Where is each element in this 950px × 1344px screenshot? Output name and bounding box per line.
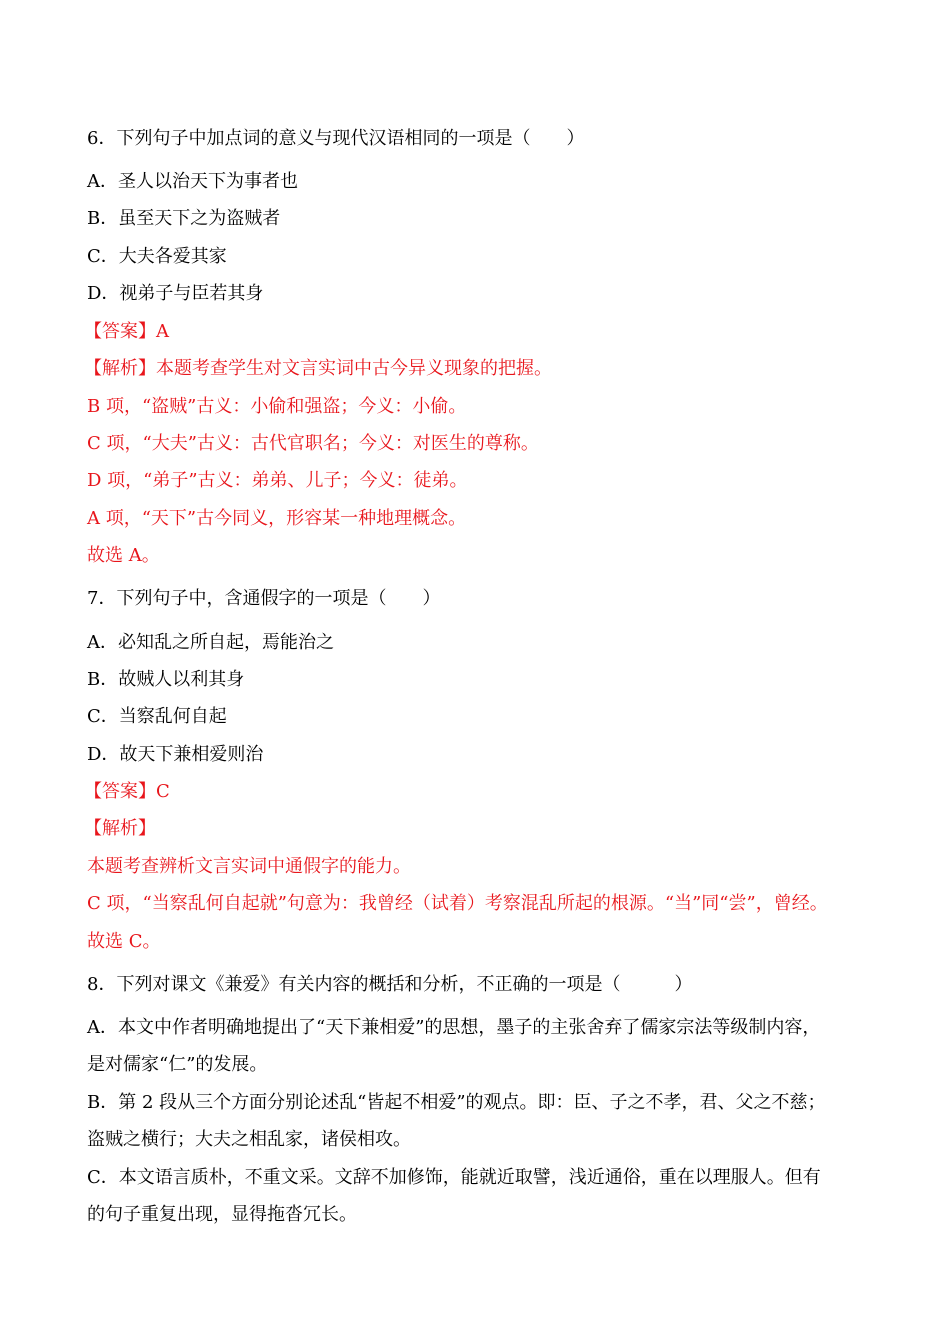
question-8-stem: 8．下列对课文《兼爱》有关内容的概括和分析，不正确的一项是（ ） — [87, 974, 693, 995]
question-8-option-b: B．第 2 段从三个方面分别论述乱“皆起不相爱”的观点。即：臣、子之不孝，君、父之不慈； — [87, 1092, 826, 1113]
question-6-option-d: D．视弟子与臣若其身 — [87, 283, 264, 304]
question-8-option-b-cont: 盗贼之横行；大夫之相乱家，诸侯相攻。 — [87, 1129, 411, 1150]
question-7-option-c: C．当察乱何自起 — [87, 706, 227, 727]
question-6-stem: 6．下列句子中加点词的意义与现代汉语相同的一项是（ ） — [87, 128, 585, 149]
question-7-analysis-line: 故选 C。 — [87, 931, 161, 952]
question-6-analysis-line: B 项，“盗贼”古义：小偷和强盗；今义：小偷。 — [87, 396, 467, 417]
question-7-analysis-header: 【解析】 — [84, 818, 156, 839]
question-6-option-a: A．圣人以治天下为事者也 — [87, 171, 298, 192]
question-7-analysis-line: C 项，“当察乱何自起就”句意为：我曾经（试着）考察混乱所起的根源。“当”同“尝”，曾经。 — [87, 893, 828, 914]
question-6-analysis-line: 故选 A。 — [87, 545, 160, 566]
question-6-analysis-line: 【解析】本题考查学生对文言实词中古今异义现象的把握。 — [84, 358, 552, 379]
question-7-option-a: A．必知乱之所自起，焉能治之 — [87, 632, 334, 653]
question-6-analysis-line: D 项，“弟子”古义：弟弟、儿子；今义：徒弟。 — [87, 470, 468, 491]
question-6-answer: 【答案】A — [84, 321, 169, 342]
question-7-option-d: D．故天下兼相爱则治 — [87, 744, 264, 765]
question-6-option-c: C．大夫各爱其家 — [87, 246, 227, 267]
question-8-option-a-cont: 是对儒家“仁”的发展。 — [87, 1054, 268, 1075]
question-7-stem: 7．下列句子中，含通假字的一项是（ ） — [87, 588, 441, 609]
question-6-option-b: B．虽至天下之为盗贼者 — [87, 208, 281, 229]
question-6-analysis-line: A 项，“天下”古今同义，形容某一种地理概念。 — [87, 508, 467, 529]
question-8-option-c: C．本文语言质朴，不重文采。文辞不加修饰，能就近取譬，浅近通俗，重在以理服人。但有 — [87, 1167, 821, 1188]
question-7-analysis-line: 本题考查辨析文言实词中通假字的能力。 — [87, 856, 411, 877]
question-8-option-a: A．本文中作者明确地提出了“天下兼相爱”的思想，墨子的主张舍弃了儒家宗法等级制内容， — [87, 1017, 821, 1038]
question-6-analysis-line: C 项，“大夫”古义：古代官职名；今义：对医生的尊称。 — [87, 433, 539, 454]
question-7-option-b: B．故贼人以利其身 — [87, 669, 245, 690]
question-8-option-c-cont: 的句子重复出现，显得拖沓冗长。 — [87, 1204, 357, 1225]
question-7-answer: 【答案】C — [84, 781, 170, 802]
